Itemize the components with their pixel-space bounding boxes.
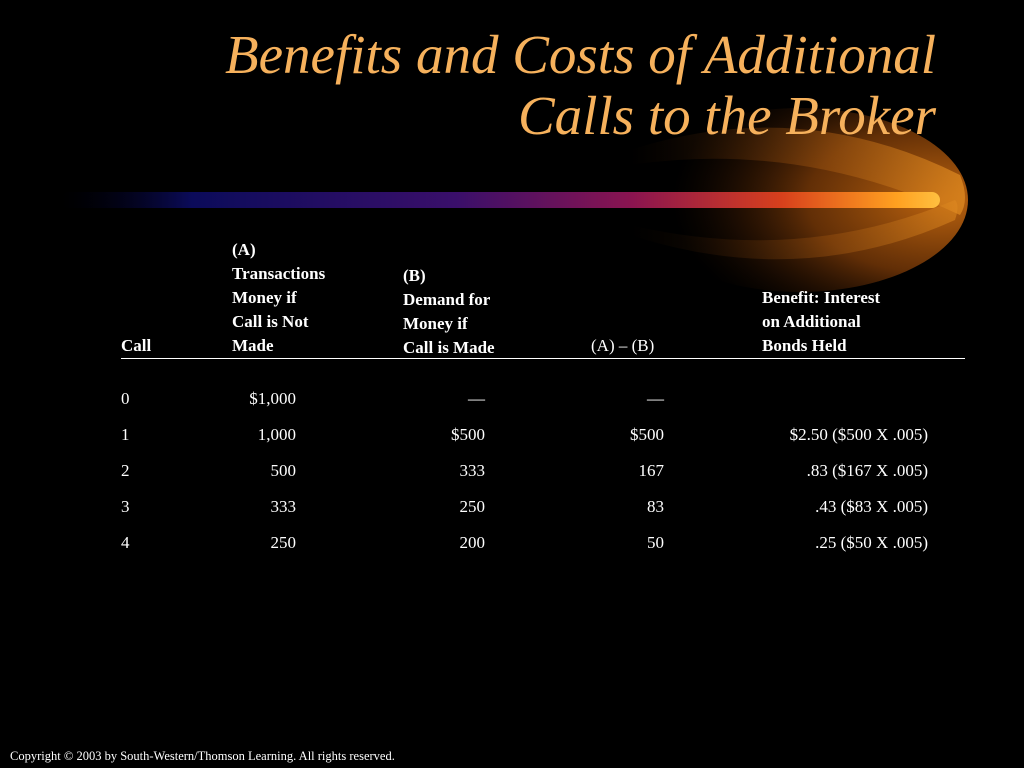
cell-b: — (468, 389, 485, 408)
cell-b: 200 (459, 533, 485, 552)
cell-call: 2 (121, 461, 130, 480)
header-ab-line: (A) – (B) (591, 336, 655, 355)
cell-ab: 83 (647, 497, 664, 516)
cell-call: 3 (121, 497, 130, 516)
cell-ab: 167 (638, 461, 664, 480)
table-header (121, 236, 965, 359)
header-b-line: Call is Made (403, 338, 495, 357)
header-a-line: Call is Not (232, 312, 309, 331)
cell-benefit: .43 ($83 X .005) (815, 497, 928, 516)
cell-a: 333 (270, 497, 296, 516)
header-b-line: Money if (403, 314, 468, 333)
cell-benefit: .25 ($50 X .005) (815, 533, 928, 552)
header-benefit (762, 286, 880, 358)
cell-a: 1,000 (257, 425, 296, 444)
table-row (121, 461, 965, 497)
header-a-line: Transactions (232, 264, 326, 283)
table-row (121, 497, 965, 533)
cell-ab: $500 (630, 425, 664, 444)
header-column-b (403, 264, 495, 360)
cell-benefit: .83 ($167 X .005) (806, 461, 928, 480)
cell-ab: 50 (647, 533, 664, 552)
header-benefit-line: Bonds Held (762, 336, 847, 355)
table-row (121, 389, 965, 425)
copyright-notice: Copyright © 2003 by South-Western/Thomson Learning. All rights reserved. (10, 749, 395, 763)
table-body (121, 389, 965, 569)
title-line-2: Calls to the Broker (517, 85, 936, 146)
header-a-line: (A) (232, 240, 256, 259)
cell-b: 333 (459, 461, 485, 480)
cell-call: 1 (121, 425, 130, 444)
table-row (121, 425, 965, 461)
cell-a: 500 (270, 461, 296, 480)
header-b-line: Demand for (403, 290, 491, 309)
cell-b: 250 (459, 497, 485, 516)
cell-a: 250 (270, 533, 296, 552)
table-row (121, 533, 965, 569)
cell-call: 0 (121, 389, 130, 408)
header-b-line: (B) (403, 266, 426, 285)
cell-benefit: $2.50 ($500 X .005) (789, 425, 928, 444)
header-call (121, 334, 151, 358)
header-a-minus-b (591, 334, 654, 358)
cell-call: 4 (121, 533, 130, 552)
cell-b: $500 (451, 425, 485, 444)
header-column-a (232, 238, 325, 358)
header-a-line: Made (232, 336, 274, 355)
title-line-1: Benefits and Costs of Additional (225, 24, 936, 85)
header-benefit-line: Benefit: Interest (762, 288, 881, 307)
page-title (76, 24, 936, 146)
header-call-line: Call (121, 336, 152, 355)
header-benefit-line: on Additional (762, 312, 861, 331)
cell-ab: — (647, 389, 664, 408)
header-a-line: Money if (232, 288, 297, 307)
benefits-costs-table (121, 236, 965, 569)
cell-a: $1,000 (249, 389, 296, 408)
